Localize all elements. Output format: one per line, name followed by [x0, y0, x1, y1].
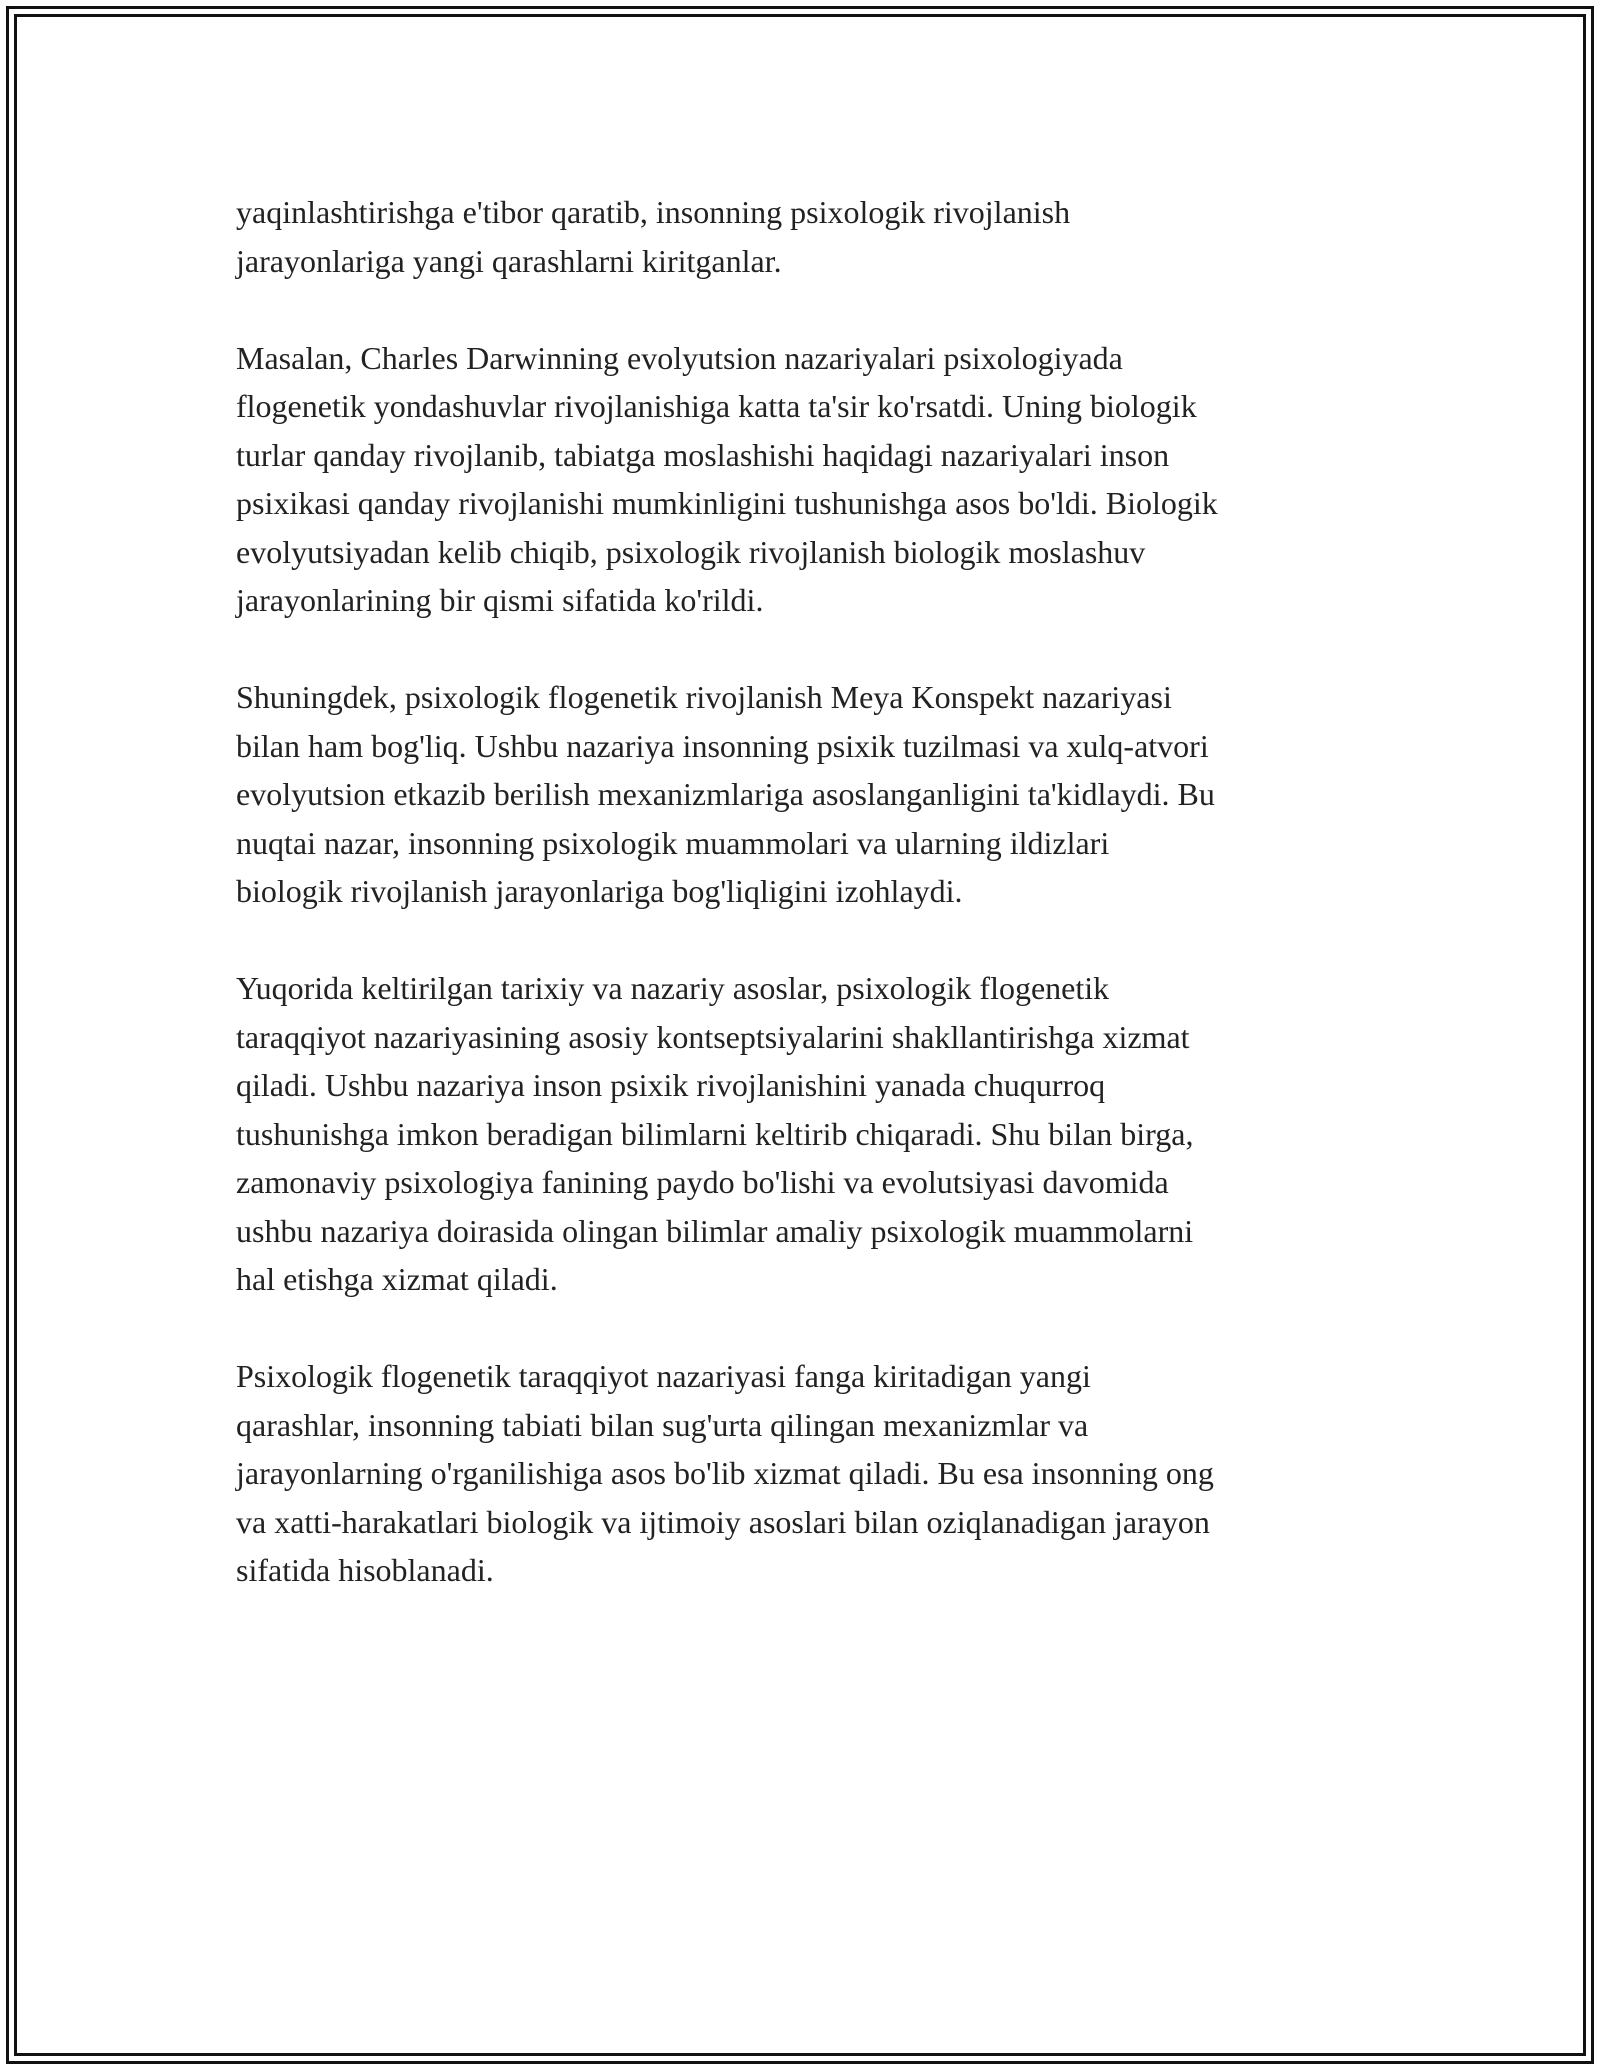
text-line: Masalan, Charles Darwinning evolyutsion nazariyalari psixologiyada: [236, 339, 1123, 376]
text-line: sifatida hisoblanadi.: [236, 1552, 494, 1588]
text-line: bilan ham bog'liq. Ushbu nazariya insonning psixik tuzilmasi va xulq-atvori: [236, 727, 1209, 764]
text-line: flogenetik yondashuvlar rivojlanishiga katta ta'sir ko'rsatdi. Uning biologik: [236, 388, 1197, 424]
text-line: biologik rivojlanish jarayonlariga bog'liqligini izohlaydi.: [236, 873, 963, 909]
paragraph-3: [236, 673, 1376, 916]
paragraph-2: [236, 334, 1376, 625]
text-line: yaqinlashtirishga e'tibor qaratib, insonning psixologik rivojlanish: [236, 194, 1071, 230]
text-line: Shuningdek, psixologik flogenetik rivojlanish Meya Konspekt nazariyasi: [236, 679, 1172, 715]
text-line: va xatti-harakatlari biologik va ijtimoiy asoslari bilan oziqlanadigan jarayon: [236, 1503, 1210, 1540]
text-line: qarashlar, insonning tabiati bilan sug'urta qilingan mexanizmlar va: [236, 1406, 1089, 1443]
paragraph-1: [236, 188, 1376, 285]
text-line: jarayonlarning o'rganilishiga asos bo'lib xizmat qiladi. Bu esa insonning ong: [236, 1455, 1214, 1491]
text-line: Psixologik flogenetik taraqqiyot nazariyasi fanga kiritadigan yangi: [236, 1358, 1091, 1394]
text-line: qiladi. Ushbu nazariya inson psixik rivojlanishini yanada chuqurroq: [236, 1067, 1106, 1103]
text-line: zamonaviy psixologiya fanining paydo bo'lishi va evolutsiyasi davomida: [236, 1164, 1169, 1200]
text-line: taraqqiyot nazariyasining asosiy kontseptsiyalarini shakllantirishga xizmat: [236, 1018, 1190, 1055]
text-line: hal etishga xizmat qiladi.: [236, 1261, 558, 1297]
text-line: nuqtai nazar, insonning psixologik muammolari va ularning ildizlari: [236, 824, 1110, 861]
text-line: tushunishga imkon beradigan bilimlarni keltirib chiqaradi. Shu bilan birga,: [236, 1115, 1194, 1152]
text-line: jarayonlariga yangi qarashlarni kiritganlar.: [236, 242, 782, 279]
text-line: ushbu nazariya doirasida olingan bilimlar amaliy psixologik muammolarni: [236, 1212, 1194, 1249]
text-line: evolyutsiyadan kelib chiqib, psixologik rivojlanish biologik moslashuv: [236, 533, 1146, 570]
paragraph-5: [236, 1352, 1376, 1595]
text-line: Yuqorida keltirilgan tarixiy va nazariy asoslar, psixologik flogenetik: [236, 970, 1110, 1006]
text-line: evolyutsion etkazib berilish mexanizmlariga asoslanganligini ta'kidlaydi. Bu: [236, 776, 1215, 812]
paragraph-4: [236, 964, 1376, 1304]
text-line: psixikasi qanday rivojlanishi mumkinligini tushunishga asos bo'ldi. Biologik: [236, 485, 1218, 521]
document-body: [236, 188, 1376, 1643]
text-line: turlar qanday rivojlanib, tabiatga moslashishi haqidagi nazariyalari inson: [236, 436, 1170, 473]
text-line: jarayonlarining bir qismi sifatida ko'rildi.: [236, 582, 764, 618]
